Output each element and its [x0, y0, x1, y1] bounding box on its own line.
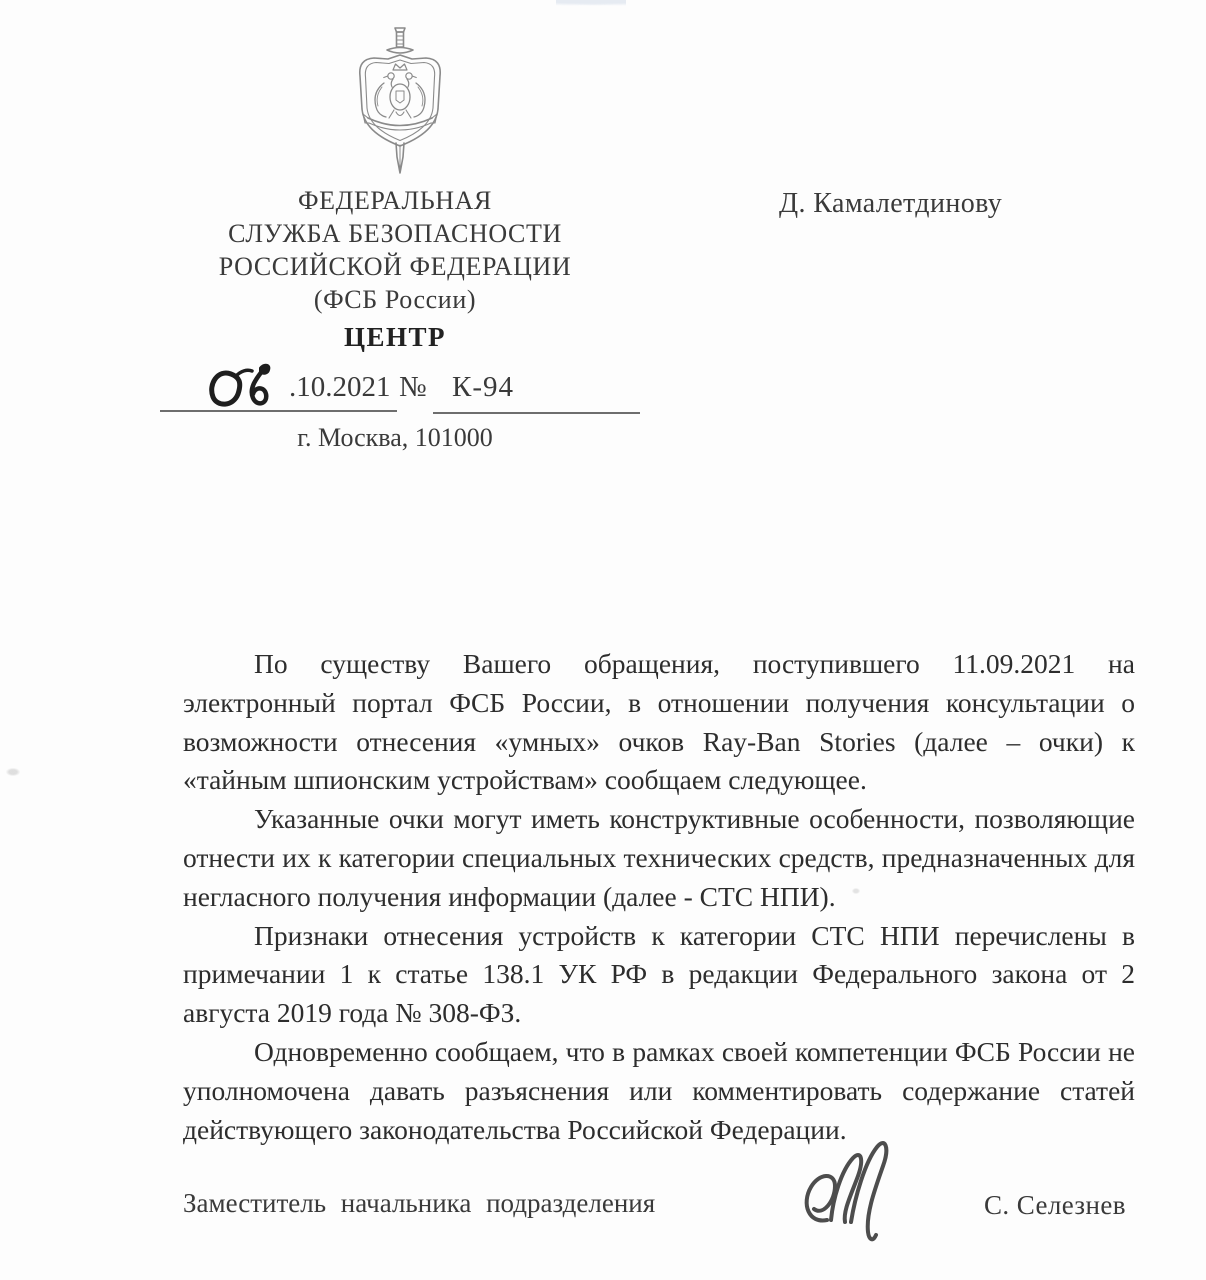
fsb-crest-icon [338, 24, 462, 178]
number-underline [433, 412, 640, 414]
city-postcode-line: г. Москва, 101000 [297, 423, 493, 452]
letter-body [183, 645, 1135, 1149]
body-paragraph-1: По существу Вашего обращения, поступившего 11.09.2021 на электронный портал ФСБ России, в отношении получения консультации о возможности отнесения «умных» очков Ray-Ban Stories (далее – очки) к «тайным шпионским устройствам» сообщаем следующее. [183, 648, 1135, 796]
org-line-4: (ФСБ России) [313, 285, 477, 314]
org-line-3: РОССИЙСКОЙ ФЕДЕРАЦИИ [218, 252, 572, 281]
handwritten-08-icon [203, 360, 283, 416]
signer-name: С. Селезнев [984, 1190, 1126, 1220]
signer-position-title: Заместитель начальника подразделения [183, 1188, 656, 1218]
reference-date: .10.2021 [289, 371, 391, 403]
body-paragraph-2: Указанные очки могут иметь конструктивные особенности, позволяющие отнести их к категории специальных технических средств, предназначенных для негласного получения информации (далее - СТС НПИ). [183, 803, 1135, 912]
handwritten-signature-icon [793, 1126, 911, 1250]
date-underline [160, 410, 397, 412]
body-paragraph-4: Одновременно сообщаем, что в рамках своей компетенции ФСБ России не уполномочена давать разъяснения или комментировать содержание статей действующего законодательства Российской Федерации. [183, 1035, 1135, 1145]
reference-number: К-94 [452, 371, 514, 403]
number-sign: № [399, 371, 427, 403]
letterhead-org-block [165, 184, 625, 316]
org-line-2: СЛУЖБА БЕЗОПАСНОСТИ [228, 219, 562, 248]
addressee-name: Д. Камалетдинову [779, 188, 1003, 219]
scan-artifact-top [556, 0, 626, 7]
letterhead-unit-title: ЦЕНТР [343, 322, 446, 352]
body-paragraph-3: Признаки отнесения устройств к категории СТС НПИ перечислены в примечании 1 к статье 138.1 УК РФ в редакции Федерального закона от 2 августа 2019 года № 308-ФЗ. [183, 919, 1135, 1029]
org-line-1: ФЕДЕРАЛЬНАЯ [297, 186, 492, 215]
scan-artifact-left [6, 768, 20, 776]
